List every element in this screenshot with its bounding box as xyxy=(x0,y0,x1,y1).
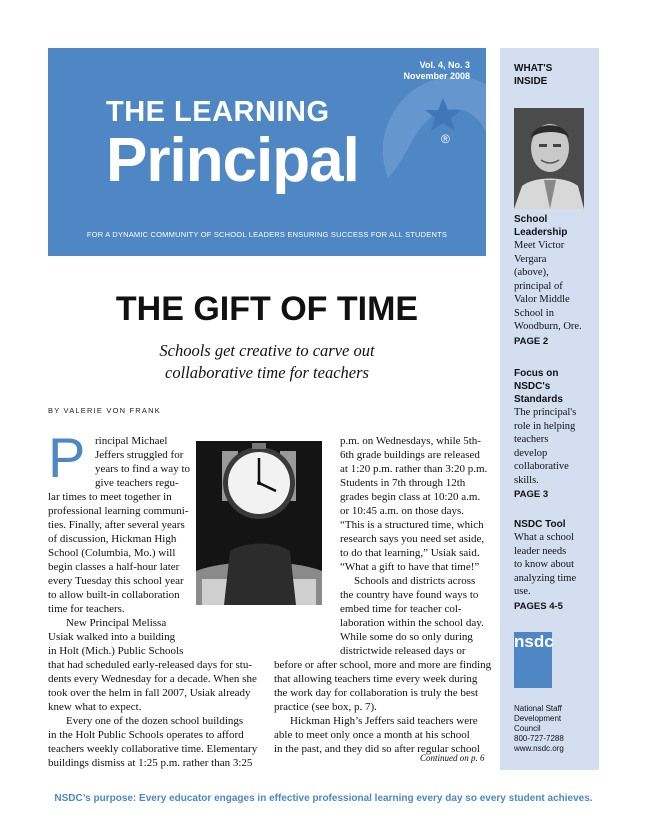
body-line: begin classes a half-hour later xyxy=(48,561,180,573)
title-line-1: THE LEARNING xyxy=(106,96,330,128)
body-line: lar times to meet together in xyxy=(48,491,172,503)
sidebar-item-school-leadership xyxy=(514,213,594,348)
registered-mark: ® xyxy=(441,132,450,146)
body-line: Students in 7th through 12th xyxy=(340,477,466,489)
sidebar-item-page: PAGE 3 xyxy=(514,489,549,500)
drop-cap: P xyxy=(48,426,86,489)
body-line: before or after school, more and more are finding xyxy=(274,659,492,671)
body-line: p.m. on Wednesdays, while 5th- xyxy=(340,435,481,447)
masthead-banner xyxy=(48,48,486,256)
body-line: teachers weekly collaborative time. Elementary xyxy=(48,743,258,755)
body-line: to do that learning,” Usiak said. xyxy=(340,547,480,559)
body-line: New Principal Melissa xyxy=(66,617,167,629)
portrait-photo xyxy=(514,108,584,209)
masthead-tagline: FOR A DYNAMIC COMMUNITY OF SCHOOL LEADERS ENSURING SUCCESS FOR ALL STUDENTS xyxy=(86,230,448,239)
body-line: Usiak walked into a building xyxy=(48,631,176,643)
body-line: ties. Finally, after several years xyxy=(48,519,185,531)
sidebar-item-focus-standards xyxy=(514,367,594,501)
title-line-2: Principal xyxy=(106,126,359,195)
body-line: dents every Wednesday for a decade. When she xyxy=(48,673,257,685)
body-line: research says you need set aside, xyxy=(340,533,485,545)
body-line: buildings dismiss at 1:25 p.m. rather than 3:25 xyxy=(48,757,253,769)
body-line: in the past, and they did so after regular school xyxy=(274,743,480,755)
body-line: years to find a way to xyxy=(95,463,190,475)
body-line: rincipal Michael xyxy=(95,435,168,447)
continued-link[interactable]: Continued on p. 6 xyxy=(420,753,485,763)
body-line: laboration within the school day. xyxy=(340,617,484,629)
body-line: grades begin class at 10:20 a.m. xyxy=(340,491,481,503)
body-line: Every one of the dozen school buildings xyxy=(66,715,244,727)
nsdc-contact: National Staff Development Council 800-727-7288 www.nsdc.org xyxy=(514,704,564,753)
body-line: Hickman High’s Jeffers said teachers were xyxy=(290,715,478,727)
issue-info xyxy=(403,60,470,82)
body-line: “What a gift to have that time!” xyxy=(340,561,480,573)
body-line: able to meet only once a month at his school xyxy=(274,729,470,741)
clock-photo xyxy=(196,441,322,605)
body-line: of discussion, Hickman High xyxy=(48,533,177,545)
nsdc-purpose-footer: NSDC’s purpose: Every educator engages in effective professional learning every day so every student achieves. xyxy=(54,793,593,804)
volume-number: Vol. 4, No. 3 xyxy=(419,60,470,70)
body-line: the country have found ways to xyxy=(340,589,479,601)
body-line: in Holt (Mich.) Public Schools xyxy=(48,645,184,657)
body-line: give teachers regu- xyxy=(95,477,179,489)
body-line: knew what to expect. xyxy=(48,701,142,713)
body-line: or 10:45 a.m. on those days. xyxy=(340,505,465,517)
sidebar-item-page: PAGE 2 xyxy=(514,335,549,347)
body-line: districtwide released days or xyxy=(340,645,466,657)
article-subheadline: Schools get creative to carve out collaborative time for teachers xyxy=(159,341,375,382)
body-line: that allowing teachers time every week during xyxy=(274,673,478,685)
body-line: time for teachers. xyxy=(48,603,125,615)
sidebar-header: WHAT'S INSIDE xyxy=(514,63,553,87)
nsdc-logo: nsdc xyxy=(514,632,552,688)
sidebar-item-title: School Leadership xyxy=(514,214,568,238)
body-line: the work day for collaboration is truly the best xyxy=(274,687,479,699)
body-line: Schools and districts across xyxy=(354,575,476,587)
body-line: Jeffers struggled for xyxy=(95,449,184,461)
body-line: that had scheduled early-released days for stu- xyxy=(48,659,253,671)
body-line: embed time for teacher col- xyxy=(340,603,462,615)
body-line: “This is a structured time, which xyxy=(340,519,484,531)
body-line: While some do so only during xyxy=(340,631,473,643)
body-line: 6th grade buildings are released xyxy=(340,449,480,461)
byline: BY VALERIE VON FRANK xyxy=(48,406,161,415)
body-line: professional learning communi- xyxy=(48,505,189,517)
sidebar-item-nsdc-tool xyxy=(514,518,594,613)
sidebar-item-desc: What a school leader needs to know about analyzing time use. xyxy=(514,532,577,597)
body-line: at 1:20 p.m. rather than 3:20 p.m. xyxy=(340,463,488,475)
issue-date: November 2008 xyxy=(403,71,470,81)
body-line: School (Columbia, Mo.) will xyxy=(48,547,176,559)
body-line: took over the helm in fall 2007, Usiak already xyxy=(48,687,251,699)
article-headline: THE GIFT OF TIME xyxy=(115,290,419,328)
sidebar-item-desc: Meet Victor Vergara (above), principal of Valor Middle School in Woodburn, Ore. xyxy=(514,240,582,332)
body-line: to allow built-in collaboration xyxy=(48,589,180,601)
sidebar-item-desc: The principal's role in helping teachers develop collaborative skills. xyxy=(514,407,577,486)
sidebar-item-page: PAGES 4-5 xyxy=(514,600,563,612)
sidebar-item-title: Focus on NSDC's Standards xyxy=(514,368,563,405)
body-line: every Tuesday this school year xyxy=(48,575,184,587)
sidebar-item-title: NSDC Tool xyxy=(514,519,566,530)
whats-inside-sidebar xyxy=(500,48,599,770)
body-line: in the Holt Public Schools operates to afford xyxy=(48,729,244,741)
body-line: practice (see box, p. 7). xyxy=(274,701,377,713)
